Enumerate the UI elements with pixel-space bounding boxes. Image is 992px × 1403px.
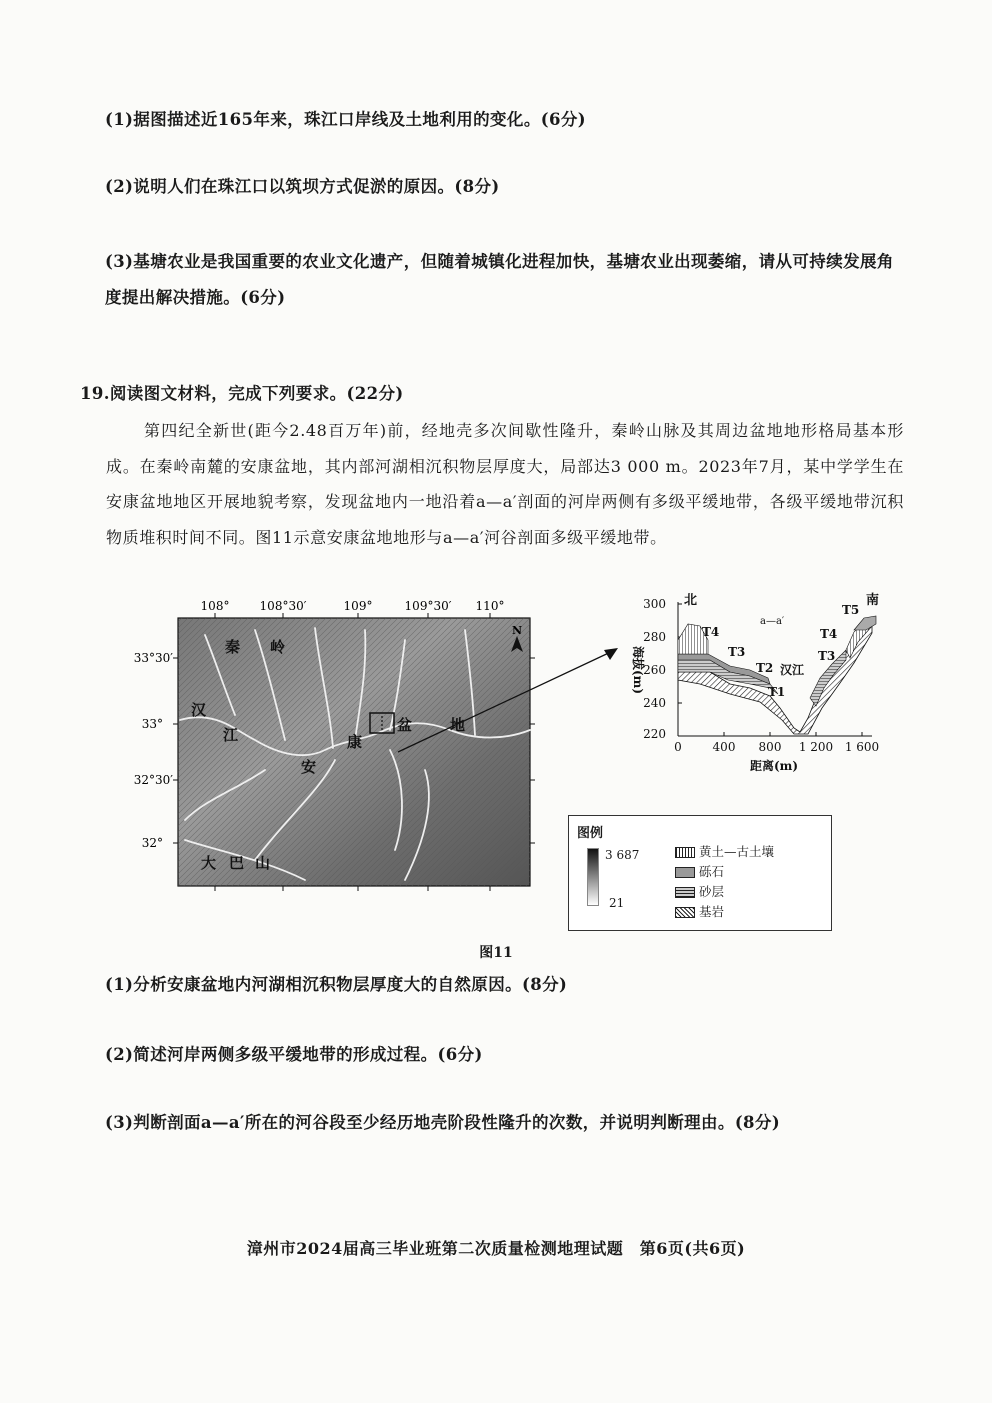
terrace-label: T1 [768,685,786,699]
terrace-label: T4 [820,627,838,641]
loess-swatch-icon [675,847,695,858]
place-label: 巴 [229,854,245,872]
question-19-sub-2: (2)简述河岸两侧多级平缓地带的形成过程。(6分) [105,1045,483,1064]
question-19-title: 19.阅读图文材料，完成下列要求。(22分) [80,384,404,403]
y-tick-label: 260 [643,663,666,677]
place-label: 盆 [397,716,413,734]
place-label: 安 [301,758,317,776]
terrace-t5-south [854,616,876,630]
legend-title: 图例 [577,826,604,841]
legend-item: 砾石 [675,862,724,880]
place-label: 岭 [270,638,286,656]
question-prev-2: (2)说明人们在珠江口以筑坝方式促淤的原因。(8分) [105,177,500,196]
elevation-gradient [587,848,599,906]
x-tick-label: 1 600 [844,740,880,754]
south-label: 南 [866,593,880,608]
lon-label: 109° [343,599,373,613]
river-label: 汉江 [780,663,805,677]
x-tick-label: 0 [674,740,682,754]
place-label: 江 [223,726,239,744]
question-prev-3: (3)基塘农业是我国重要的农业文化遗产，但随着城镇化进程加快，基塘农业出现萎缩，请从可持续发展角度提出解决措施。(6分) [105,252,894,307]
place-label: 大 [201,854,217,872]
lon-label: 109°30′ [404,599,452,613]
page-footer: 漳州市2024届高三毕业班第二次质量检测地理试题 第6页(共6页) [246,1239,746,1258]
lat-label: 32°30′ [133,773,173,787]
north-label: 北 [684,593,698,608]
x-axis-label: 距离(m) [749,759,799,773]
bedrock-swatch-icon [675,907,695,918]
place-label: 汉 [191,701,207,719]
lat-label: 33° [141,717,163,731]
terrace-label: T2 [756,661,774,675]
lat-label: 32° [141,836,163,850]
svg-text:N: N [512,624,523,637]
question-19-sub-1: (1)分析安康盆地内河湖相沉积物层厚度大的自然原因。(8分) [105,975,568,994]
y-tick-label: 280 [643,630,666,644]
legend-item: 砂层 [675,882,724,900]
map-legend [568,815,832,931]
place-label: 康 [347,733,363,751]
lon-label: 110° [475,599,505,613]
valley-profile [610,588,900,788]
x-tick-label: 1 200 [798,740,834,754]
lon-label: 108°30′ [259,599,307,613]
section-label: a—a′ [760,616,785,627]
place-label: 山 [255,854,271,872]
place-label: 地 [450,716,466,734]
x-tick-label: 400 [712,740,736,754]
x-tick-label: 800 [758,740,782,754]
sand-swatch-icon [675,887,695,898]
question-19-paragraph: 第四纪全新世(距今2.48百万年)前，经地壳多次间歇性隆升，秦岭山脉及其周边盆地地形格局基本形成。在秦岭南麓的安康盆地，其内部河湖相沉积物层厚度大，局部达3 000 m。2023年7月，某中学学生在安康盆地地区开展地貌考察，发现盆地内一地沿着a—a′剖面的河岸两侧有多级平缓地带，各级平缓地带沉积物质堆积时间不同。图11示意安康盆地地形与a—a′河谷剖面多级平缓地带。 [106,421,904,547]
place-label: 秦 [225,638,241,656]
y-tick-label: 240 [643,696,666,710]
gravel-swatch-icon [675,867,695,878]
terrace-label: T3 [728,645,746,659]
connector-arrow [390,640,630,760]
elevation-max: 3 687 [605,848,640,862]
y-axis-label: 海拔(m) [631,645,645,695]
lon-label: 108° [200,599,230,613]
terrace-label: T5 [842,603,860,617]
question-prev-1: (1)据图描述近165年来，珠江口岸线及土地利用的变化。(6分) [105,110,586,129]
lat-label: 33°30′ [133,651,173,665]
legend-item: 黄土—古土壤 [675,842,774,860]
y-tick-label: 300 [643,597,666,611]
legend-item: 基岩 [675,902,724,920]
terrace-label: T4 [702,625,720,639]
terrace-label: T3 [818,649,836,663]
y-tick-label: 220 [643,727,666,741]
question-19-sub-3: (3)判断剖面a—a′所在的河谷段至少经历地壳阶段性隆升的次数，并说明判断理由。(8分) [105,1113,781,1132]
figure-caption: 图11 [479,945,513,961]
elevation-min: 21 [609,896,625,910]
